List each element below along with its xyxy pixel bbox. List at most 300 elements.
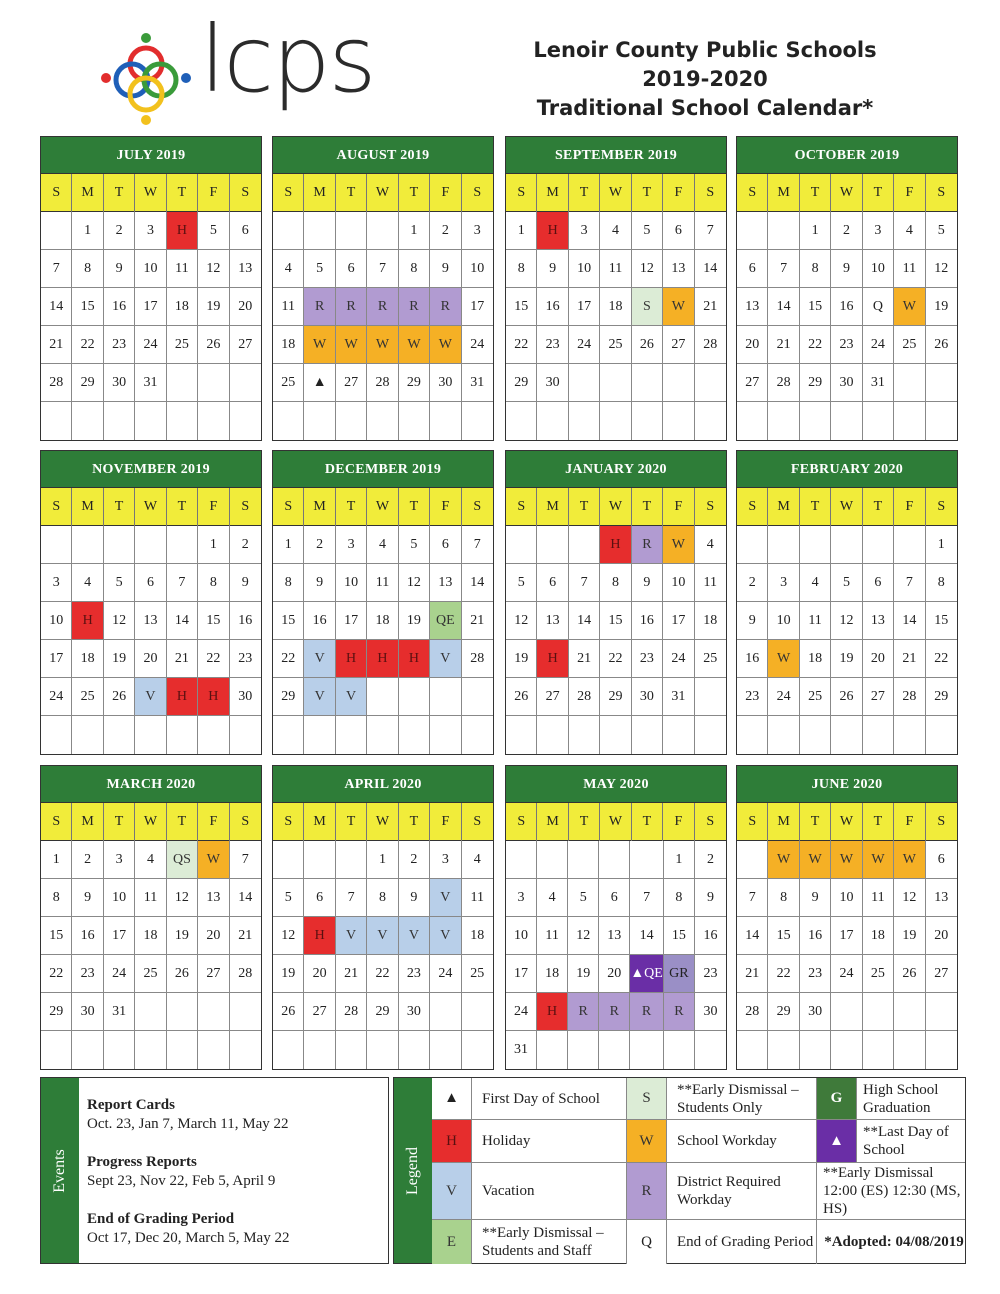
legend-code-graduation: G xyxy=(817,1078,857,1119)
day-cell: 13 xyxy=(198,879,229,917)
empty-day-cell xyxy=(568,1031,599,1069)
weekday-label: F xyxy=(894,803,925,841)
day-cell: 29 xyxy=(506,364,537,402)
day-cell: W xyxy=(336,326,367,364)
day-cell: 13 xyxy=(926,879,957,917)
day-cell: 1 xyxy=(367,841,398,879)
month-title: NOVEMBER 2019 xyxy=(41,451,261,488)
weekday-label: T xyxy=(632,174,663,212)
page-header xyxy=(0,0,1000,135)
empty-day-cell xyxy=(863,716,894,754)
legend-row xyxy=(432,1163,965,1220)
day-cell: 26 xyxy=(926,326,957,364)
empty-day-cell xyxy=(304,716,335,754)
empty-day-cell xyxy=(663,364,694,402)
day-cell: 24 xyxy=(104,955,135,993)
day-cell: 26 xyxy=(506,678,537,716)
legend-row xyxy=(432,1078,965,1120)
empty-day-cell xyxy=(367,678,398,716)
empty-day-cell xyxy=(41,716,72,754)
empty-day-cell xyxy=(599,1031,630,1069)
day-cell: W xyxy=(198,841,229,879)
legend-side-label: Legend xyxy=(394,1078,432,1263)
day-cell: 4 xyxy=(894,212,925,250)
day-cell: 12 xyxy=(831,602,862,640)
day-cell: 9 xyxy=(399,879,430,917)
day-cell: H xyxy=(336,640,367,678)
day-cell: 23 xyxy=(72,955,103,993)
day-cell: 22 xyxy=(506,326,537,364)
day-cell: 4 xyxy=(367,526,398,564)
empty-day-cell xyxy=(863,993,894,1031)
weekday-label: F xyxy=(894,488,925,526)
day-cell: 7 xyxy=(630,879,664,917)
day-cell: 3 xyxy=(430,841,461,879)
weekday-header-row xyxy=(41,803,261,841)
weekday-label: F xyxy=(663,803,694,841)
empty-day-cell xyxy=(104,402,135,440)
day-cell: 26 xyxy=(167,955,198,993)
legend-label-required-workday: District Required Workday xyxy=(667,1163,817,1219)
day-cell: 5 xyxy=(632,212,663,250)
event-title-progress-reports: Progress Reports xyxy=(87,1154,197,1170)
day-cell: 14 xyxy=(695,250,726,288)
event-dates-report-cards: Oct. 23, Jan 7, March 11, May 22 xyxy=(87,1116,289,1132)
weekday-header-row xyxy=(506,803,726,841)
day-cell: 22 xyxy=(367,955,398,993)
empty-day-cell xyxy=(926,364,957,402)
empty-day-cell xyxy=(926,1031,957,1069)
day-cell: H xyxy=(399,640,430,678)
day-cell: 31 xyxy=(104,993,135,1031)
empty-day-cell xyxy=(336,841,367,879)
weekday-label: T xyxy=(632,488,663,526)
weekday-label: M xyxy=(304,488,335,526)
day-cell: W xyxy=(800,841,831,879)
weekday-label: M xyxy=(304,174,335,212)
day-grid xyxy=(41,526,261,754)
day-cell: 9 xyxy=(104,250,135,288)
empty-day-cell xyxy=(737,1031,768,1069)
weekday-label: T xyxy=(336,488,367,526)
day-cell: 16 xyxy=(537,288,568,326)
empty-day-cell xyxy=(737,402,768,440)
weekday-label: F xyxy=(430,174,461,212)
day-cell: V xyxy=(336,917,367,955)
logo-wordmark: lcps xyxy=(200,6,375,113)
day-cell: R xyxy=(399,288,430,326)
day-grid xyxy=(506,526,726,754)
day-cell: 17 xyxy=(506,955,537,993)
day-cell: 1 xyxy=(506,212,537,250)
empty-day-cell xyxy=(399,678,430,716)
day-cell: 29 xyxy=(399,364,430,402)
empty-day-cell xyxy=(273,402,304,440)
day-cell: 2 xyxy=(104,212,135,250)
month-title: JUNE 2020 xyxy=(737,766,957,803)
day-cell: 19 xyxy=(399,602,430,640)
day-cell: 7 xyxy=(695,212,726,250)
day-cell: 18 xyxy=(537,955,568,993)
day-cell: 3 xyxy=(41,564,72,602)
day-cell: 27 xyxy=(863,678,894,716)
day-cell: R xyxy=(367,288,398,326)
day-cell: 2 xyxy=(399,841,430,879)
day-cell: 13 xyxy=(430,564,461,602)
empty-day-cell xyxy=(600,364,631,402)
day-cell: 23 xyxy=(800,955,831,993)
empty-day-cell xyxy=(167,993,198,1031)
day-cell: 28 xyxy=(462,640,493,678)
weekday-header-row xyxy=(737,174,957,212)
weekday-label: W xyxy=(135,488,166,526)
day-cell: 17 xyxy=(336,602,367,640)
day-cell: 14 xyxy=(167,602,198,640)
title-line-type: Traditional School Calendar* xyxy=(536,96,874,120)
day-cell: 25 xyxy=(72,678,103,716)
day-cell: 8 xyxy=(506,250,537,288)
empty-day-cell xyxy=(600,716,631,754)
day-cell: GR xyxy=(664,955,695,993)
day-cell: 27 xyxy=(230,326,261,364)
day-cell: H xyxy=(72,602,103,640)
day-cell: 24 xyxy=(863,326,894,364)
lcps-logo xyxy=(96,6,396,128)
day-cell: 25 xyxy=(800,678,831,716)
day-cell: 1 xyxy=(800,212,831,250)
month-calendar xyxy=(40,765,262,1070)
day-cell: 26 xyxy=(273,993,304,1031)
empty-day-cell xyxy=(537,402,568,440)
month-calendar xyxy=(272,136,494,441)
day-cell: 14 xyxy=(462,564,493,602)
day-cell: 22 xyxy=(72,326,103,364)
empty-day-cell xyxy=(863,1031,894,1069)
day-cell: 7 xyxy=(367,250,398,288)
day-cell: 31 xyxy=(462,364,493,402)
day-cell: 23 xyxy=(104,326,135,364)
weekday-label: T xyxy=(800,488,831,526)
day-cell: 1 xyxy=(664,841,695,879)
day-cell: 31 xyxy=(506,1031,537,1069)
weekday-label: F xyxy=(198,803,229,841)
day-cell: 6 xyxy=(230,212,261,250)
day-cell: 4 xyxy=(600,212,631,250)
day-cell: 21 xyxy=(41,326,72,364)
weekday-label: S xyxy=(506,488,537,526)
day-cell: 6 xyxy=(663,212,694,250)
day-cell: 29 xyxy=(768,993,799,1031)
day-cell: 14 xyxy=(768,288,799,326)
day-cell: 29 xyxy=(800,364,831,402)
day-cell: 7 xyxy=(462,526,493,564)
day-cell: 10 xyxy=(768,602,799,640)
day-cell: 17 xyxy=(104,917,135,955)
day-cell: 8 xyxy=(198,564,229,602)
day-cell: 16 xyxy=(104,288,135,326)
weekday-label: F xyxy=(430,488,461,526)
day-cell: 3 xyxy=(768,564,799,602)
day-cell: 8 xyxy=(800,250,831,288)
day-cell: 17 xyxy=(831,917,862,955)
empty-day-cell xyxy=(336,212,367,250)
day-cell: 15 xyxy=(664,917,695,955)
empty-day-cell xyxy=(800,716,831,754)
day-grid xyxy=(273,212,493,440)
day-cell: 19 xyxy=(568,955,599,993)
weekday-label: M xyxy=(72,488,103,526)
day-cell: 13 xyxy=(599,917,630,955)
day-cell: Q xyxy=(863,288,894,326)
day-cell: 4 xyxy=(800,564,831,602)
day-cell: 3 xyxy=(104,841,135,879)
day-cell: 8 xyxy=(367,879,398,917)
empty-day-cell xyxy=(831,716,862,754)
day-cell: 12 xyxy=(894,879,925,917)
day-cell: 7 xyxy=(894,564,925,602)
day-cell: 11 xyxy=(800,602,831,640)
day-cell: 11 xyxy=(167,250,198,288)
day-cell: 9 xyxy=(230,564,261,602)
day-cell: H xyxy=(537,212,568,250)
day-cell: R xyxy=(664,993,695,1031)
day-cell: 24 xyxy=(462,326,493,364)
empty-day-cell xyxy=(72,402,103,440)
weekday-label: T xyxy=(167,803,198,841)
day-cell: 28 xyxy=(894,678,925,716)
day-cell: 24 xyxy=(135,326,166,364)
empty-day-cell xyxy=(768,212,799,250)
day-cell: 24 xyxy=(430,955,461,993)
day-cell: 14 xyxy=(737,917,768,955)
empty-day-cell xyxy=(336,716,367,754)
empty-day-cell xyxy=(41,526,72,564)
day-cell: 30 xyxy=(800,993,831,1031)
day-cell: 17 xyxy=(41,640,72,678)
day-cell: 19 xyxy=(894,917,925,955)
empty-day-cell xyxy=(41,402,72,440)
weekday-label: M xyxy=(537,174,568,212)
day-cell: 15 xyxy=(600,602,631,640)
day-cell: 18 xyxy=(600,288,631,326)
weekday-label: S xyxy=(737,803,768,841)
day-cell: 24 xyxy=(41,678,72,716)
day-cell: 20 xyxy=(135,640,166,678)
month-title: SEPTEMBER 2019 xyxy=(506,137,726,174)
day-cell: 21 xyxy=(167,640,198,678)
day-cell: 17 xyxy=(663,602,694,640)
day-cell: 9 xyxy=(430,250,461,288)
empty-day-cell xyxy=(198,1031,229,1069)
day-cell: 25 xyxy=(894,326,925,364)
day-cell: 1 xyxy=(399,212,430,250)
day-cell: 1 xyxy=(273,526,304,564)
empty-day-cell xyxy=(664,1031,695,1069)
day-cell: 4 xyxy=(462,841,493,879)
empty-day-cell xyxy=(663,402,694,440)
empty-day-cell xyxy=(230,716,261,754)
day-cell: 31 xyxy=(135,364,166,402)
empty-day-cell xyxy=(72,526,103,564)
day-cell: H xyxy=(198,678,229,716)
empty-day-cell xyxy=(167,364,198,402)
day-cell: 11 xyxy=(695,564,726,602)
day-cell: W xyxy=(768,841,799,879)
weekday-header-row xyxy=(737,488,957,526)
weekday-label: W xyxy=(831,174,862,212)
month-calendar xyxy=(736,136,958,441)
empty-day-cell xyxy=(399,716,430,754)
day-cell: 11 xyxy=(367,564,398,602)
empty-day-cell xyxy=(894,993,925,1031)
day-cell: 16 xyxy=(831,288,862,326)
day-cell: 7 xyxy=(41,250,72,288)
weekday-label: M xyxy=(537,488,568,526)
weekday-label: S xyxy=(937,814,946,829)
day-cell: QS xyxy=(167,841,198,879)
weekday-header-row xyxy=(506,488,726,526)
day-cell: 4 xyxy=(135,841,166,879)
day-cell: 15 xyxy=(72,288,103,326)
day-cell: 15 xyxy=(506,288,537,326)
weekday-label: T xyxy=(632,803,663,841)
empty-day-cell xyxy=(304,402,335,440)
day-cell: 27 xyxy=(198,955,229,993)
weekday-label: M xyxy=(768,488,799,526)
adopted-date-note: *Adopted: 04/08/2019 xyxy=(824,1234,964,1250)
title-line-district: Lenoir County Public Schools xyxy=(533,38,877,62)
empty-day-cell xyxy=(135,1031,166,1069)
day-cell: 12 xyxy=(273,917,304,955)
day-cell: 22 xyxy=(273,640,304,678)
day-cell: 29 xyxy=(600,678,631,716)
weekday-label: F xyxy=(430,803,461,841)
empty-day-cell xyxy=(198,993,229,1031)
day-cell: 26 xyxy=(831,678,862,716)
day-cell: 16 xyxy=(632,602,663,640)
empty-day-cell xyxy=(926,993,957,1031)
weekday-label: S xyxy=(506,174,537,212)
empty-day-cell xyxy=(230,402,261,440)
day-grid xyxy=(506,841,726,1069)
day-cell: 27 xyxy=(663,326,694,364)
empty-day-cell xyxy=(506,402,537,440)
legend-label-holiday: Holiday xyxy=(472,1120,627,1162)
legend-label-graduation: High School Graduation xyxy=(863,1081,939,1116)
day-cell: 2 xyxy=(737,564,768,602)
day-grid xyxy=(737,526,957,754)
day-cell: 11 xyxy=(600,250,631,288)
empty-day-cell xyxy=(663,716,694,754)
day-cell: 16 xyxy=(230,602,261,640)
weekday-label: T xyxy=(569,174,600,212)
month-title: MAY 2020 xyxy=(506,766,726,803)
day-cell: 14 xyxy=(569,602,600,640)
empty-day-cell xyxy=(737,526,768,564)
empty-day-cell xyxy=(599,841,630,879)
first-day-marker: ▲ xyxy=(432,1078,472,1119)
legend-label-early-dismissal-staff: **Early Dismissal – Students and Staff xyxy=(472,1220,627,1264)
weekday-label: S xyxy=(273,803,304,841)
weekday-label: W xyxy=(135,803,166,841)
day-cell: 3 xyxy=(336,526,367,564)
day-cell: 5 xyxy=(831,564,862,602)
day-cell: 28 xyxy=(230,955,261,993)
day-cell: 27 xyxy=(926,955,957,993)
day-cell: 9 xyxy=(831,250,862,288)
empty-day-cell xyxy=(632,402,663,440)
day-cell: V xyxy=(304,640,335,678)
weekday-label: W xyxy=(600,803,631,841)
empty-day-cell xyxy=(569,402,600,440)
day-cell: R xyxy=(630,993,664,1031)
legend-code-workday: W xyxy=(627,1120,667,1162)
day-cell: 8 xyxy=(768,879,799,917)
day-cell: V xyxy=(430,879,461,917)
day-cell: W xyxy=(894,841,925,879)
weekday-label: W xyxy=(831,803,862,841)
month-calendar xyxy=(40,450,262,755)
legend-label-vacation: Vacation xyxy=(472,1163,627,1219)
day-cell: 7 xyxy=(336,879,367,917)
day-cell: 7 xyxy=(230,841,261,879)
day-cell: 18 xyxy=(863,917,894,955)
day-cell: 21 xyxy=(894,640,925,678)
day-cell: V xyxy=(399,917,430,955)
day-cell: 6 xyxy=(863,564,894,602)
event-dates-progress-reports: Sept 23, Nov 22, Feb 5, April 9 xyxy=(87,1173,276,1189)
title-line-year: 2019-2020 xyxy=(642,67,768,91)
empty-day-cell xyxy=(894,716,925,754)
weekday-label: W xyxy=(367,803,398,841)
empty-day-cell xyxy=(569,364,600,402)
weekday-label: F xyxy=(198,174,229,212)
day-cell: 21 xyxy=(336,955,367,993)
day-cell: 6 xyxy=(135,564,166,602)
empty-day-cell xyxy=(167,526,198,564)
month-calendar xyxy=(505,765,727,1070)
day-cell: 5 xyxy=(273,879,304,917)
empty-day-cell xyxy=(304,841,335,879)
weekday-label: S xyxy=(737,174,768,212)
day-cell: W xyxy=(894,288,925,326)
empty-day-cell xyxy=(800,402,831,440)
day-cell: 29 xyxy=(273,678,304,716)
day-cell: 2 xyxy=(831,212,862,250)
empty-day-cell xyxy=(537,716,568,754)
empty-day-cell xyxy=(198,364,229,402)
empty-day-cell xyxy=(831,402,862,440)
empty-day-cell xyxy=(273,212,304,250)
day-cell: 24 xyxy=(569,326,600,364)
weekday-label: S xyxy=(473,814,482,829)
day-cell: 6 xyxy=(336,250,367,288)
day-cell: 6 xyxy=(430,526,461,564)
empty-day-cell xyxy=(367,1031,398,1069)
day-cell: 10 xyxy=(831,879,862,917)
empty-day-cell xyxy=(695,364,726,402)
day-cell: 7 xyxy=(167,564,198,602)
day-cell: 31 xyxy=(863,364,894,402)
day-cell: 27 xyxy=(336,364,367,402)
weekday-label: S xyxy=(41,488,72,526)
day-cell: 14 xyxy=(230,879,261,917)
day-cell: 18 xyxy=(135,917,166,955)
day-cell: 23 xyxy=(230,640,261,678)
day-cell: 27 xyxy=(737,364,768,402)
weekday-label: S xyxy=(706,185,715,200)
day-cell: W xyxy=(304,326,335,364)
